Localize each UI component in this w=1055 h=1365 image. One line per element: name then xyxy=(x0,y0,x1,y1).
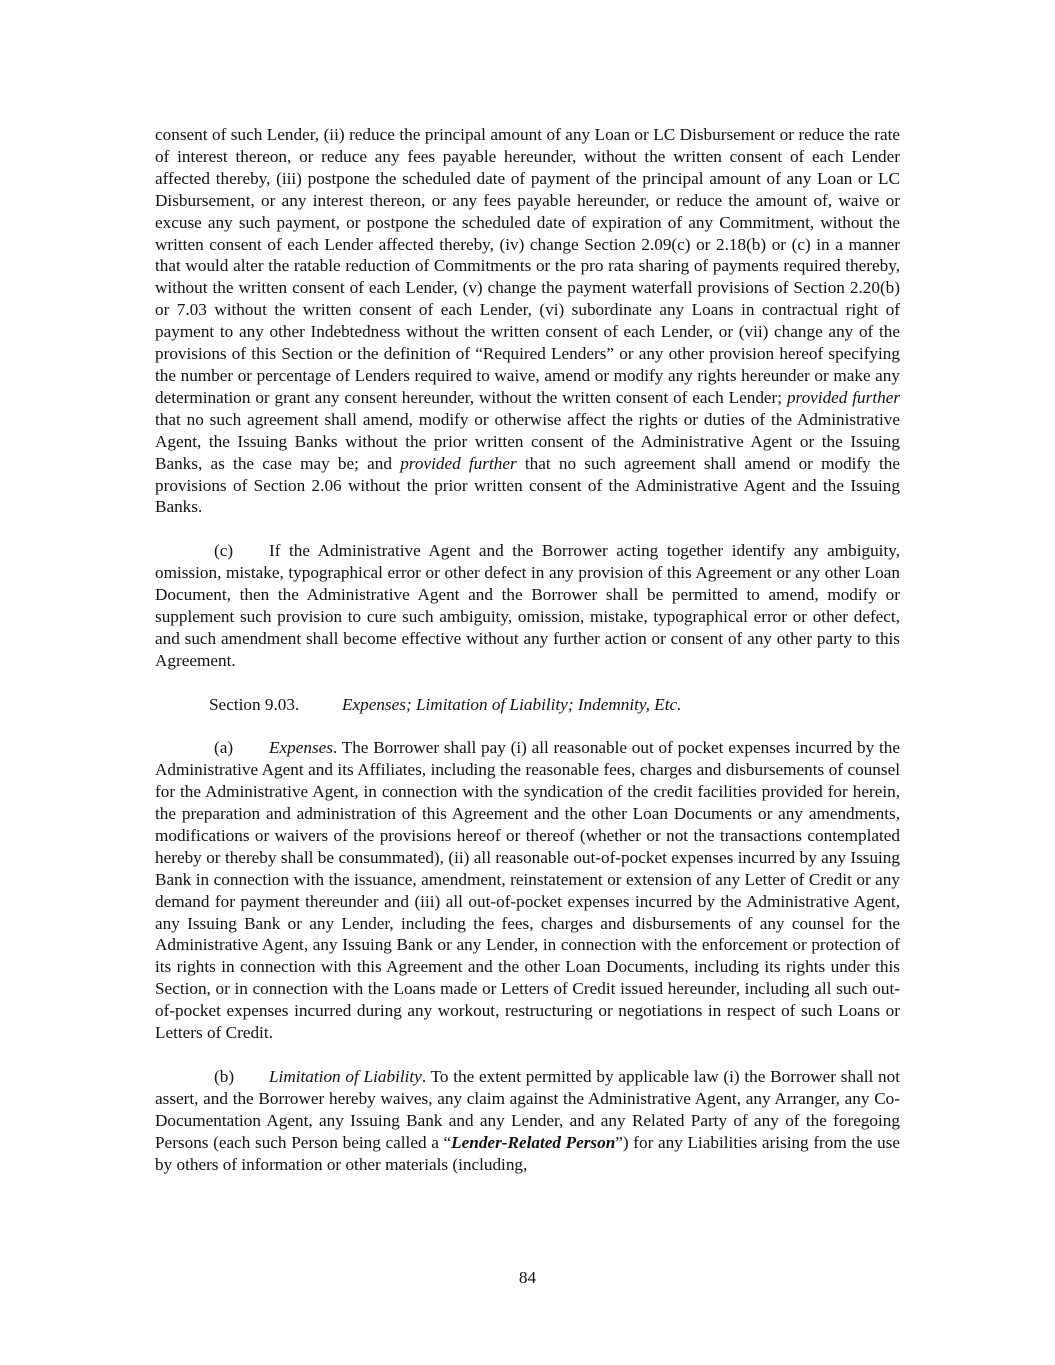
paragraph-label: (b) xyxy=(214,1066,235,1086)
paragraph-text: consent of such Lender, (ii) reduce the principal amount of any Loan or LC Disbursement or reduce the rate of interest thereon, or reduce any fees payable hereunder, without the written consent of each Lender affected thereby, (iii) postpone the scheduled date of payment of the principal amount of any Loan or LC Disbursement, or any interest thereon, or any fees payable hereunder, or reduce the amount of, waive or excuse any such payment, or postpone the scheduled date of expiration of any Commitment, without the written consent of each Lender affected thereby, (iv) change Section 2.09(c) or 2.18(b) or (c) in a manner that would alter the ratable reduction of Commitments or the pro rata sharing of payments required thereby, without the written consent of each Lender, (v) change the payment waterfall provisions of Section 2.20(b) or 7.03 without the written consent of each Lender, (vi) subordinate any Loans in contractual right of payment to any other Indebtedness without the written consent of each Lender, or (vii) change any of the provisions of this Section or the definition of “Required Lenders” or any other provision hereof specifying the number or percentage of Lenders required to waive, amend or modify any rights hereunder or make any determination or grant any consent hereunder, without the written consent of each Lender; xyxy=(155,125,900,407)
paragraph-a-expenses xyxy=(155,737,900,1044)
paragraph-text: that no such agreement shall amend or modify the provisions of Section 2.06 without the prior written consent of the Administrative Agent and the Issuing Banks. xyxy=(155,453,901,517)
paragraph-caption: Expenses xyxy=(269,738,333,758)
italic-phrase: provided further xyxy=(400,453,517,473)
paragraph-text: . To the extent permitted by applicable law (i) the Borrower shall not assert, and the Borrower hereby waives, any claim against the Administrative Agent, any Arranger, any Co-Documentation Agent, any Issuing Bank and any Lender, and any Related Party of any of the foregoing Persons (each such Person being called a “ xyxy=(155,1066,900,1152)
italic-phrase: provided further xyxy=(786,387,901,407)
paragraph-b-limitation xyxy=(155,1066,900,1176)
page-number: 84 xyxy=(518,1268,537,1287)
paragraph-text: . The Borrower shall pay (i) all reasonable out of pocket expenses incurred by the Administrative Agent and its Affiliates, including the reasonable fees, charges and disbursements of counsel for the Administrative Agent, in connection with the syndication of the credit facilities provided for herein, the preparation and administration of this Agreement and the other Loan Documents or any amendments, modifications or waivers of the provisions hereof or thereof (whether or not the transactions contemplated hereby or thereby shall be consummated), (ii) all reasonable out-of-pocket expenses incurred by any Issuing Bank in connection with the issuance, amendment, reinstatement or extension of any Letter of Credit or any demand for payment thereunder and (iii) all out-of-pocket expenses incurred by the Administrative Agent, any Issuing Bank or any Lender, including the fees, charges and disbursements of any counsel for the Administrative Agent, any Issuing Bank or any Lender, in connection with the enforcement or protection of its rights in connection with this Agreement and the other Loan Documents, including its rights under this Section, or in connection with the Loans made or Letters of Credit issued hereunder, including all such out-of-pocket expenses incurred during any workout, restructuring or negotiations in respect of such Loans or Letters of Credit. xyxy=(155,738,900,1043)
paragraph-amendment-consent xyxy=(155,124,900,518)
paragraph-text: If the Administrative Agent and the Borrower acting together identify any ambiguity, omission, mistake, typographical error or other defect in any provision of this Agreement or any other Loan Document, then the Administrative Agent and the Borrower shall be permitted to amend, modify or supplement such provision to cure such ambiguity, omission, mistake, typographical error or other defect, and such amendment shall become effective without any further action or consent of any other party to this Agreement. xyxy=(155,541,900,670)
paragraph-label: (a) xyxy=(214,738,234,758)
section-title: Expenses; Limitation of Liability; Indemnity, Etc. xyxy=(342,694,682,714)
paragraph-label: (c) xyxy=(214,541,234,561)
document-page xyxy=(155,124,900,1175)
section-number: Section 9.03. xyxy=(209,694,300,714)
paragraph-caption: Limitation of Liability xyxy=(269,1066,422,1086)
paragraph-text: ”) for any Liabilities arising from the use by others of information or other materials (including, xyxy=(155,1132,900,1174)
defined-term: Lender-Related Person xyxy=(451,1132,616,1152)
paragraph-c xyxy=(155,540,900,671)
paragraph-text: that no such agreement shall amend, modify or otherwise affect the rights or duties of the Administrative Agent, the Issuing Banks without the prior written consent of the Administrative Agent or the Issuing Banks, as the case may be; and xyxy=(155,409,900,473)
section-heading xyxy=(155,694,900,716)
